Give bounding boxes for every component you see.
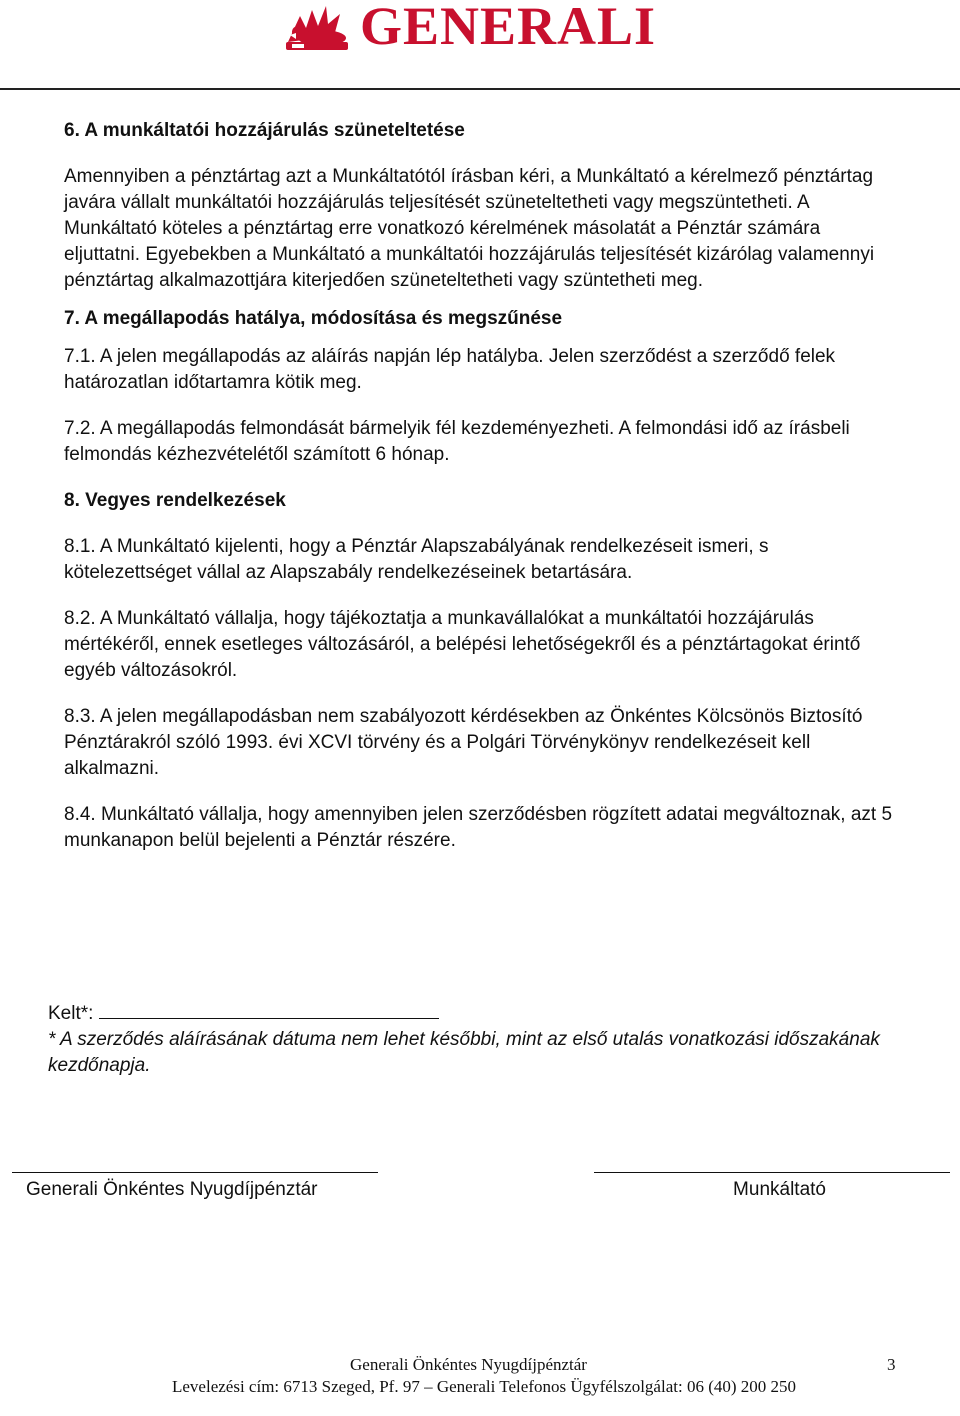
footer-organization: Generali Önkéntes Nyugdíjpénztár	[350, 1355, 587, 1374]
footer-address: Levelezési cím: 6713 Szeged, Pf. 97 – Generali Telefonos Ügyfélszolgálat: 06 (40) 200 250	[172, 1377, 797, 1396]
section-6-text: Amennyiben a pénztártag azt a Munkáltatótól írásban kéri, a Munkáltató a kérelmező pénztártag javára vállalt munkáltatói hozzájárulás teljesítését szüneteltetheti vagy megszüntetheti. A Munkáltató köteles a pénztártag erre vonatkozó kérelmének másolatát a Pénztár számára eljuttatni. Egyebekben a Munkáltató a munkáltatói hozzájárulás teljesítését kizárólag valamennyi pénztártag alkalmazottjára kiterjedően szüneteltetheti vagy szüntetheti meg.	[64, 166, 875, 291]
page-number: 3	[887, 1355, 896, 1374]
section-7-heading: 7. A megállapodás hatálya, módosítása és megszűnése	[64, 308, 563, 329]
signature-label-right: Munkáltató	[733, 1179, 826, 1200]
date-footnote: * A szerződés aláírásának dátuma nem lehet későbbi, mint az első utalás vonatkozási időszakának kezdőnapja.	[48, 1029, 880, 1076]
logo-wordmark: GENERALI	[360, 0, 657, 56]
section-8-3: 8.3. A jelen megállapodásban nem szabályozott kérdésekben az Önkéntes Kölcsönös Biztosító Pénztárakról szóló 1993. évi XCVI törvény és a Polgári Törvénykönyv rendelkezéseit kell alkalmazni.	[64, 706, 863, 779]
section-8-heading: 8. Vegyes rendelkezések	[64, 490, 286, 511]
signature-label-left: Generali Önkéntes Nyugdíjpénztár	[26, 1179, 318, 1200]
page-header	[0, 0, 960, 92]
section-8-1: 8.1. A Munkáltató kijelenti, hogy a Pénztár Alapszabályának rendelkezéseit ismeri, s kötelezettséget vállal az Alapszabály rendelkezéseinek betartására.	[64, 536, 769, 583]
header-divider	[0, 88, 960, 90]
date-block	[48, 1000, 908, 1079]
section-7-2: 7.2. A megállapodás felmondását bármelyik fél kezdeményezheti. A felmondási idő az írásbeli felmondás kézhezvételétől számított 6 hónap.	[64, 418, 850, 465]
date-label: Kelt*:	[48, 1003, 94, 1024]
date-field-line	[99, 1000, 439, 1019]
section-8-4: 8.4. Munkáltató vállalja, hogy amennyiben jelen szerződésben rögzített adatai megváltoznak, azt 5 munkanapon belül bejelenti a Pénztár részére.	[64, 804, 893, 851]
section-7-1: 7.1. A jelen megállapodás az aláírás napján lép hatályba. Jelen szerződést a szerződő felek határozatlan időtartamra kötik meg.	[64, 346, 836, 393]
signature-line-left	[12, 1172, 378, 1173]
signature-right	[594, 1172, 950, 1203]
signature-left	[12, 1172, 378, 1203]
document-body	[64, 118, 900, 854]
signature-line-right	[594, 1172, 950, 1173]
section-8-2: 8.2. A Munkáltató vállalja, hogy tájékoztatja a munkavállalókat a munkáltatói hozzájárulás mértékéről, ennek esetleges változásáról, a belépési lehetőségekről és a pénztártagokat érintő egyéb változásokról.	[64, 608, 861, 681]
winged-lion-icon	[282, 2, 352, 54]
section-6-heading: 6. A munkáltatói hozzájárulás szüneteltetése	[64, 120, 465, 141]
